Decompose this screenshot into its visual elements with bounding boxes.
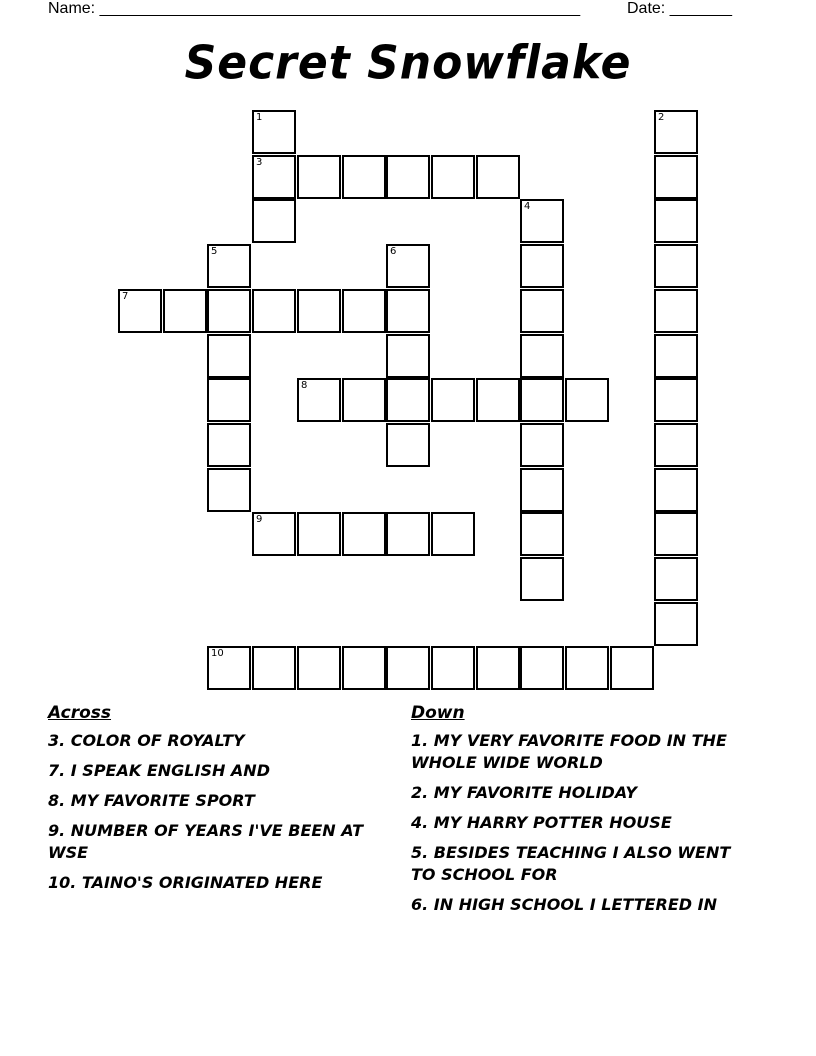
grid-cell[interactable]: [654, 244, 698, 288]
name-field-label: Name: ______________________________________________________: [48, 0, 581, 17]
grid-cell[interactable]: [565, 646, 609, 690]
grid-cell[interactable]: [342, 646, 386, 690]
across-clue: 3. COLOR OF ROYALTY: [48, 731, 245, 750]
grid-cell[interactable]: [654, 334, 698, 378]
grid-cell[interactable]: [207, 423, 251, 467]
grid-cell[interactable]: [207, 468, 251, 512]
across-clue: 10. TAINO'S ORIGINATED HERE: [48, 873, 323, 892]
grid-cell[interactable]: [163, 289, 207, 333]
page-title: Secret Snowflake: [184, 36, 632, 91]
across-clue: 8. MY FAVORITE SPORT: [48, 791, 255, 810]
grid-cell[interactable]: [654, 110, 698, 154]
grid-cell[interactable]: [520, 557, 564, 601]
down-clue: 5. BESIDES TEACHING I ALSO WENT TO SCHOOL FOR: [411, 843, 731, 884]
grid-cell[interactable]: [431, 155, 475, 199]
clue-number: 4: [524, 201, 531, 212]
date-field-label: Date: _______: [627, 0, 732, 17]
grid-cell[interactable]: [520, 423, 564, 467]
grid-cell[interactable]: [565, 378, 609, 422]
grid-cell[interactable]: [386, 289, 430, 333]
grid-cell[interactable]: [297, 289, 341, 333]
grid-cell[interactable]: [252, 289, 296, 333]
grid-cell[interactable]: [654, 378, 698, 422]
grid-cell[interactable]: [386, 155, 430, 199]
grid-cell[interactable]: [431, 646, 475, 690]
clue-number: 2: [658, 112, 665, 123]
grid-cell[interactable]: [654, 155, 698, 199]
down-clue: 2. MY FAVORITE HOLIDAY: [411, 783, 637, 802]
grid-cell[interactable]: [252, 646, 296, 690]
grid-cell[interactable]: [207, 289, 251, 333]
grid-cell[interactable]: [386, 646, 430, 690]
clue-number: 6: [390, 246, 397, 257]
clue-number: 8: [301, 380, 308, 391]
down-clues: [411, 702, 746, 924]
grid-cell[interactable]: [386, 378, 430, 422]
grid-cell[interactable]: [520, 646, 564, 690]
grid-cell[interactable]: [342, 512, 386, 556]
grid-cell[interactable]: [520, 334, 564, 378]
clue-number: 3: [256, 157, 263, 168]
grid-cell[interactable]: [520, 468, 564, 512]
grid-cell[interactable]: [654, 468, 698, 512]
grid-cell[interactable]: [654, 512, 698, 556]
grid-cell[interactable]: [342, 289, 386, 333]
down-clue: 6. IN HIGH SCHOOL I LETTERED IN: [411, 895, 717, 914]
grid-cell[interactable]: [118, 289, 162, 333]
grid-cell[interactable]: [207, 378, 251, 422]
grid-cell[interactable]: [342, 155, 386, 199]
grid-cell[interactable]: [252, 110, 296, 154]
down-heading: Down: [411, 703, 465, 723]
down-clue: 1. MY VERY FAVORITE FOOD IN THE WHOLE WIDE WORLD: [411, 731, 727, 772]
grid-cell[interactable]: [431, 512, 475, 556]
grid-cell[interactable]: [297, 378, 341, 422]
across-heading: Across: [48, 703, 112, 723]
grid-cell[interactable]: [207, 334, 251, 378]
clue-number: 1: [256, 112, 263, 123]
grid-cell[interactable]: [610, 646, 654, 690]
across-clue: 9. NUMBER OF YEARS I'VE BEEN AT WSE: [48, 821, 364, 862]
grid-cell[interactable]: [654, 557, 698, 601]
grid-cell[interactable]: [654, 423, 698, 467]
grid-cell[interactable]: [297, 155, 341, 199]
grid-cell[interactable]: [520, 289, 564, 333]
grid-cell[interactable]: [476, 378, 520, 422]
down-clue: 4. MY HARRY POTTER HOUSE: [411, 813, 672, 832]
grid-cell[interactable]: [386, 334, 430, 378]
grid-cell[interactable]: [386, 244, 430, 288]
grid-cell[interactable]: [520, 512, 564, 556]
grid-cell[interactable]: [386, 512, 430, 556]
across-clue: 7. I SPEAK ENGLISH AND: [48, 761, 270, 780]
grid-cell[interactable]: [252, 512, 296, 556]
grid-cell[interactable]: [207, 244, 251, 288]
grid-cell[interactable]: [297, 512, 341, 556]
grid-cell[interactable]: [476, 646, 520, 690]
clue-number: 10: [211, 648, 224, 659]
grid-cell[interactable]: [654, 602, 698, 646]
clue-number: 5: [211, 246, 218, 257]
clue-number: 9: [256, 514, 263, 525]
grid-cell[interactable]: [297, 646, 341, 690]
grid-cell[interactable]: [386, 423, 430, 467]
grid-cell[interactable]: [654, 199, 698, 243]
grid-cell[interactable]: [520, 199, 564, 243]
grid-cell[interactable]: [431, 378, 475, 422]
grid-cell[interactable]: [252, 199, 296, 243]
across-clues: [48, 702, 383, 902]
grid-cell[interactable]: [520, 244, 564, 288]
grid-cell[interactable]: [654, 289, 698, 333]
grid-cell[interactable]: [520, 378, 564, 422]
clue-number: 7: [122, 291, 129, 302]
grid-cell[interactable]: [252, 155, 296, 199]
grid-cell[interactable]: [476, 155, 520, 199]
grid-cell[interactable]: [207, 646, 251, 690]
grid-cell[interactable]: [342, 378, 386, 422]
